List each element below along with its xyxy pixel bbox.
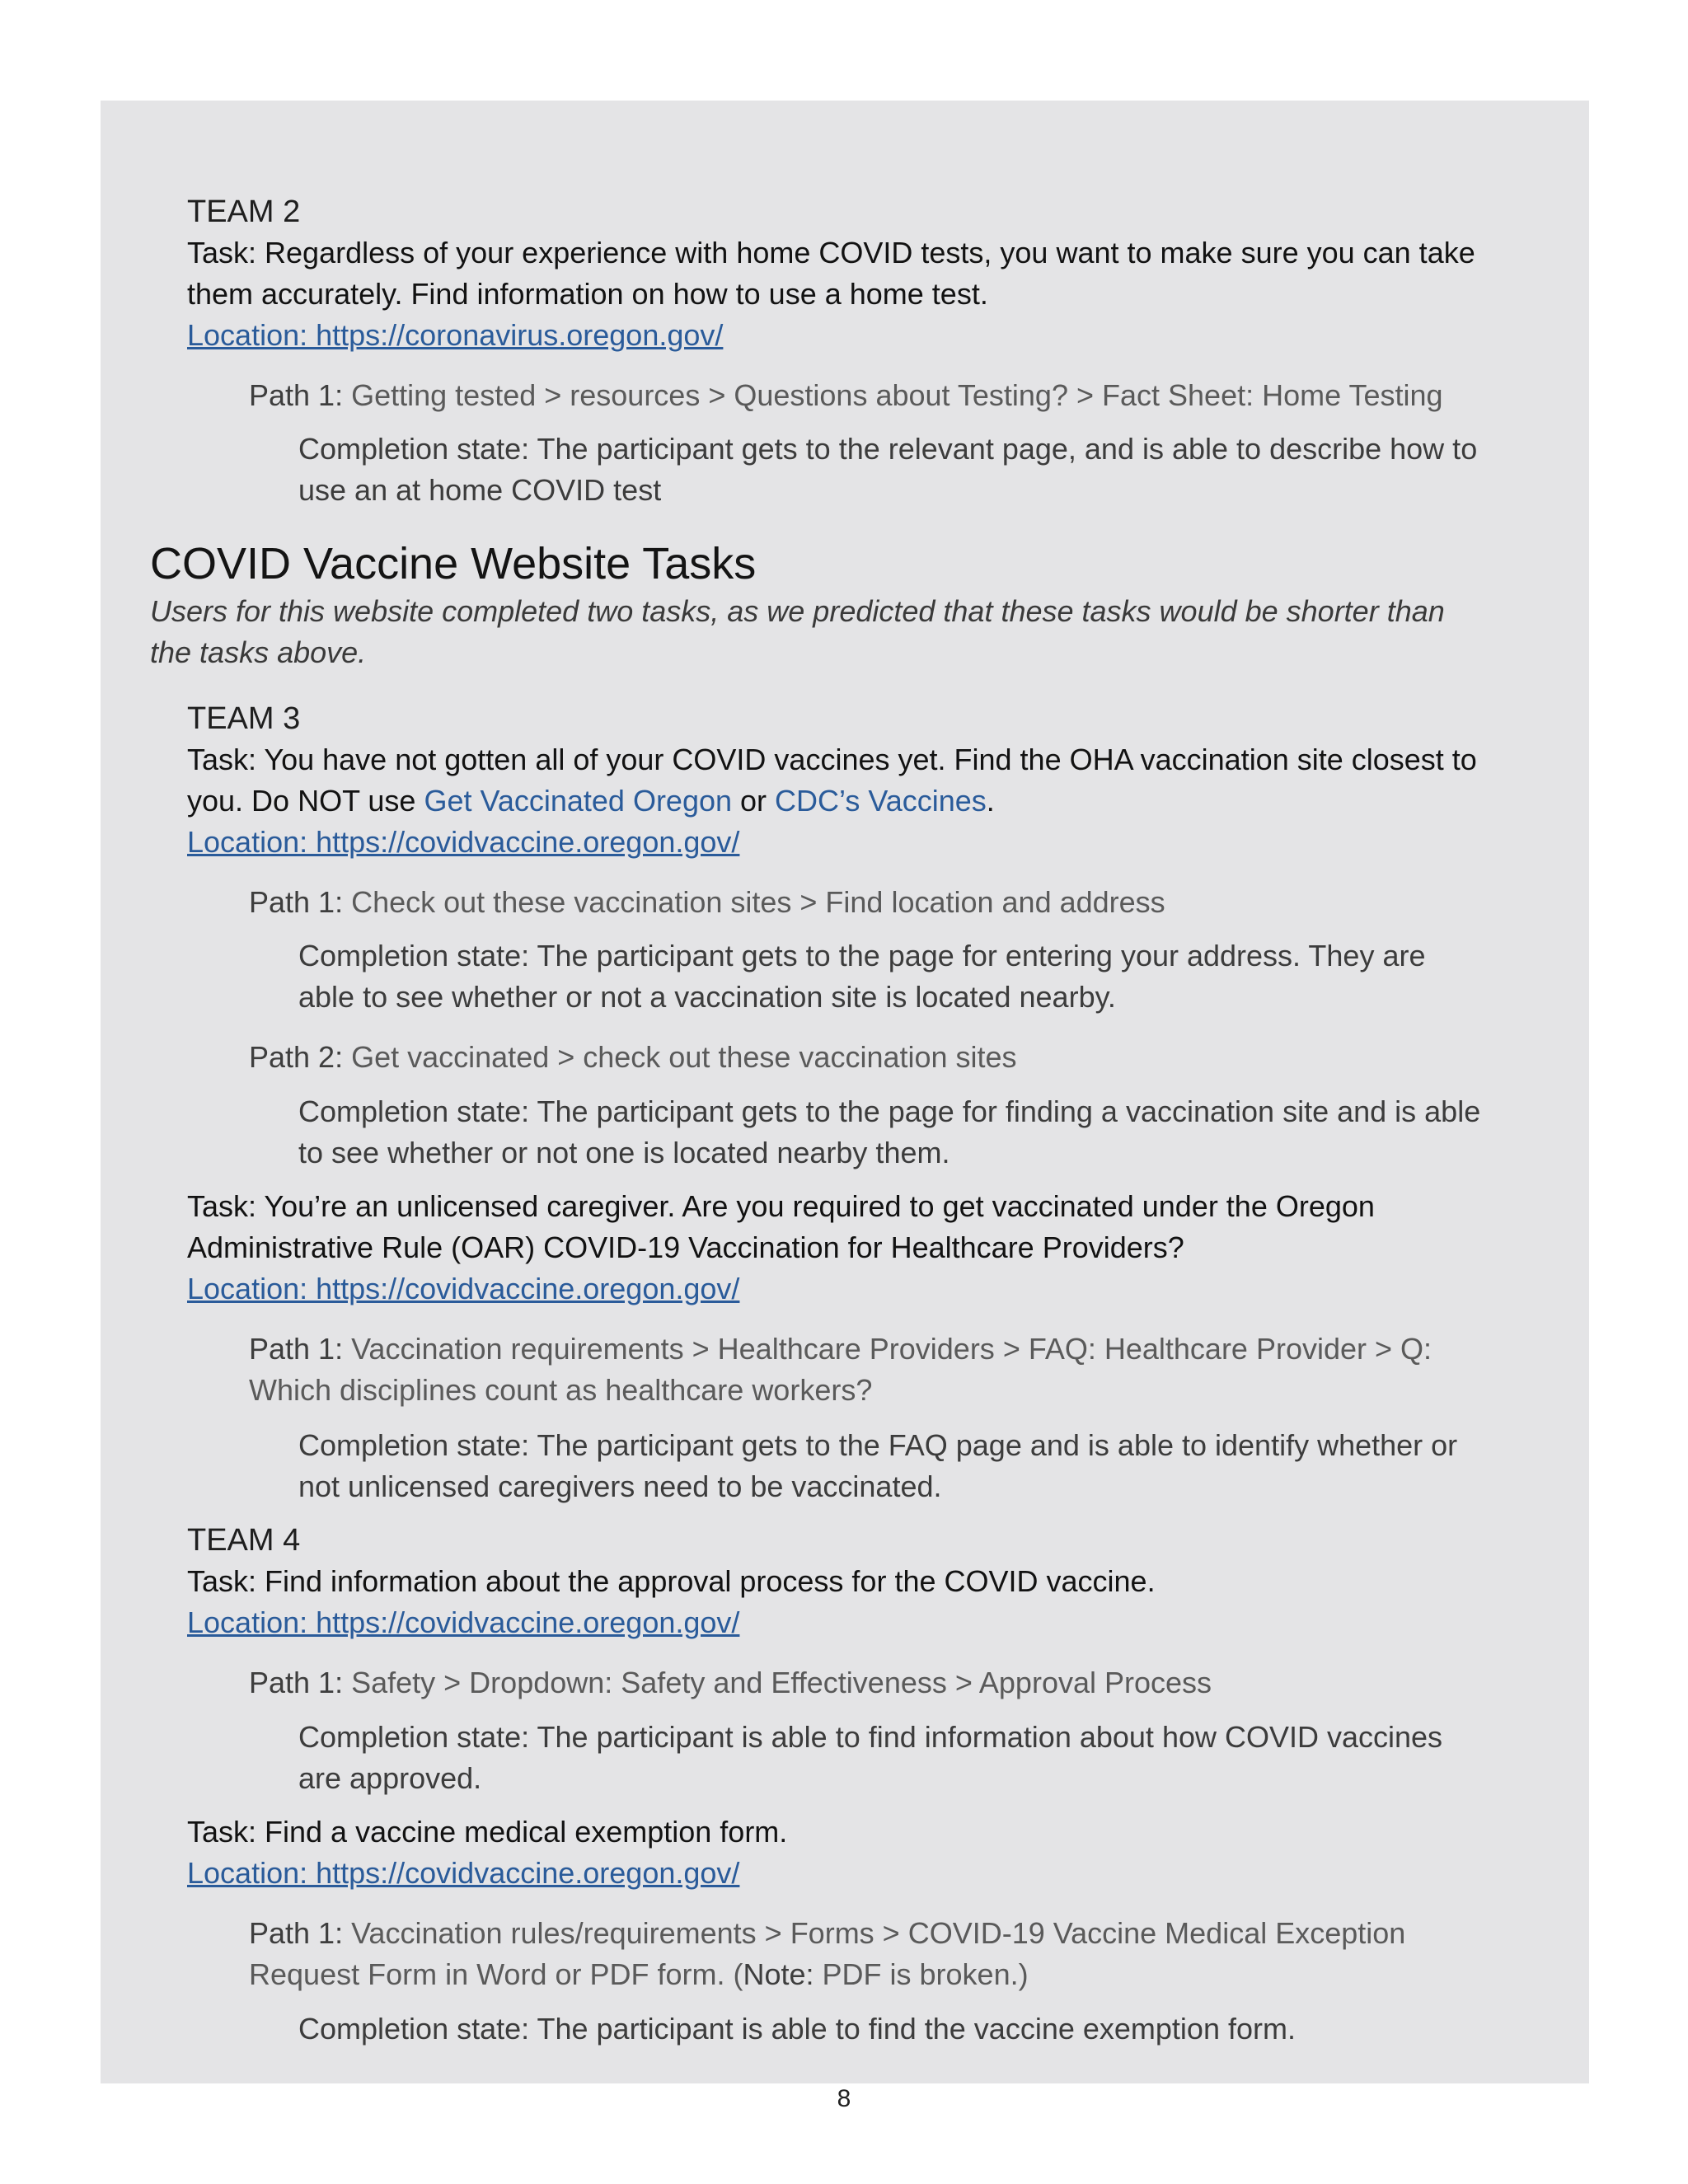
path-text: Vaccination requirements > Healthcare Providers > FAQ: Healthcare Provider > Q: Which disciplines count as healthcare workers? [249, 1332, 1432, 1407]
note-label: Note: [743, 1957, 814, 1991]
path-text: Getting tested > resources > Questions about Testing? > Fact Sheet: Home Testing [343, 378, 1443, 412]
task-text: Task: You have not gotten all of your COVID vaccines yet. Find the OHA vaccination site closest to you. Do NOT use [187, 743, 1477, 818]
path-label: Path 1: [249, 378, 344, 412]
team4-task2: Task: Find a vaccine medical exemption form. [187, 1815, 788, 1849]
team4-task2-completion1: Completion state: The participant is able to find the vaccine exemption form. [298, 2012, 1296, 2046]
path-label: Path 2: [249, 1040, 344, 1074]
team4-task1-location-link[interactable]: Location: https://covidvaccine.oregon.gov/ [187, 1605, 740, 1639]
team3-task1-completion1: Completion state: The participant gets to the page for entering your address. They are able to see whether or not a vaccination site is located nearby. [298, 939, 1426, 1014]
team2-task: Task: Regardless of your experience with home COVID tests, you want to make sure you can take them accurately. Find information on how to use a home test. [187, 236, 1475, 311]
team4-heading: TEAM 4 [187, 1523, 301, 1558]
team3-task1-location-link[interactable]: Location: https://covidvaccine.oregon.gov/ [187, 825, 740, 859]
team3-task2-location-link[interactable]: Location: https://covidvaccine.oregon.gov/ [187, 1272, 740, 1305]
team3-task2: Task: You’re an unlicensed caregiver. Are you required to get vaccinated under the Oregon Administrative Rule (OAR) COVID-19 Vaccination for Healthcare Providers? [187, 1189, 1375, 1264]
path-label: Path 1: [249, 1332, 344, 1366]
team3-task1-path2 [101, 1037, 1589, 1078]
team3-task1-path1 [101, 882, 1589, 923]
team3-task1 [101, 739, 1589, 822]
path-text: Check out these vaccination sites > Find location and address [343, 885, 1165, 919]
path-text: Get vaccinated > check out these vaccination sites [343, 1040, 1017, 1074]
team3-heading: TEAM 3 [187, 701, 301, 736]
section-title: COVID Vaccine Website Tasks [150, 539, 757, 588]
path-label: Path 1: [249, 1666, 344, 1699]
team2-completion1: Completion state: The participant gets to the relevant page, and is able to describe how to use an at home COVID test [298, 432, 1478, 507]
get-vaccinated-oregon-link[interactable]: Get Vaccinated Oregon [424, 784, 733, 818]
team4-task2-location-link[interactable]: Location: https://covidvaccine.oregon.gov/ [187, 1856, 740, 1890]
note-text: PDF is broken.) [814, 1957, 1029, 1991]
task-text-end: . [986, 784, 995, 818]
page-number: 8 [837, 2085, 851, 2112]
path-text: Vaccination rules/requirements > Forms > COVID-19 Vaccine Medical Exception Request Form in Word or PDF form. ( [249, 1916, 1406, 1991]
team3-task1-completion2: Completion state: The participant gets to the page for finding a vaccination site and is able to see whether or not one is located nearby them. [298, 1094, 1481, 1169]
path-label: Path 1: [249, 1916, 344, 1950]
task-text-or: or [732, 784, 776, 818]
team4-task1-path1 [101, 1662, 1589, 1704]
section-intro: Users for this website completed two tasks, as we predicted that these tasks would be shorter than the tasks above. [150, 594, 1445, 669]
team2-heading: TEAM 2 [187, 194, 301, 229]
path-text: Safety > Dropdown: Safety and Effectiveness > Approval Process [343, 1666, 1212, 1699]
team4-task2-path1 [101, 1913, 1589, 1995]
team4-task1: Task: Find information about the approval process for the COVID vaccine. [187, 1564, 1156, 1598]
content-panel [101, 101, 1589, 2083]
team2-location-link[interactable]: Location: https://coronavirus.oregon.gov/ [187, 318, 724, 352]
team4-task1-completion1: Completion state: The participant is able to find information about how COVID vaccines are approved. [298, 1720, 1443, 1795]
cdc-vaccines-link[interactable]: CDC’s Vaccines [775, 784, 987, 818]
team2-path1 [101, 375, 1589, 416]
path-label: Path 1: [249, 885, 344, 919]
team3-task2-completion1: Completion state: The participant gets to the FAQ page and is able to identify whether or not unlicensed caregivers need to be vaccinated. [298, 1428, 1458, 1503]
team3-task2-path1 [101, 1329, 1589, 1411]
